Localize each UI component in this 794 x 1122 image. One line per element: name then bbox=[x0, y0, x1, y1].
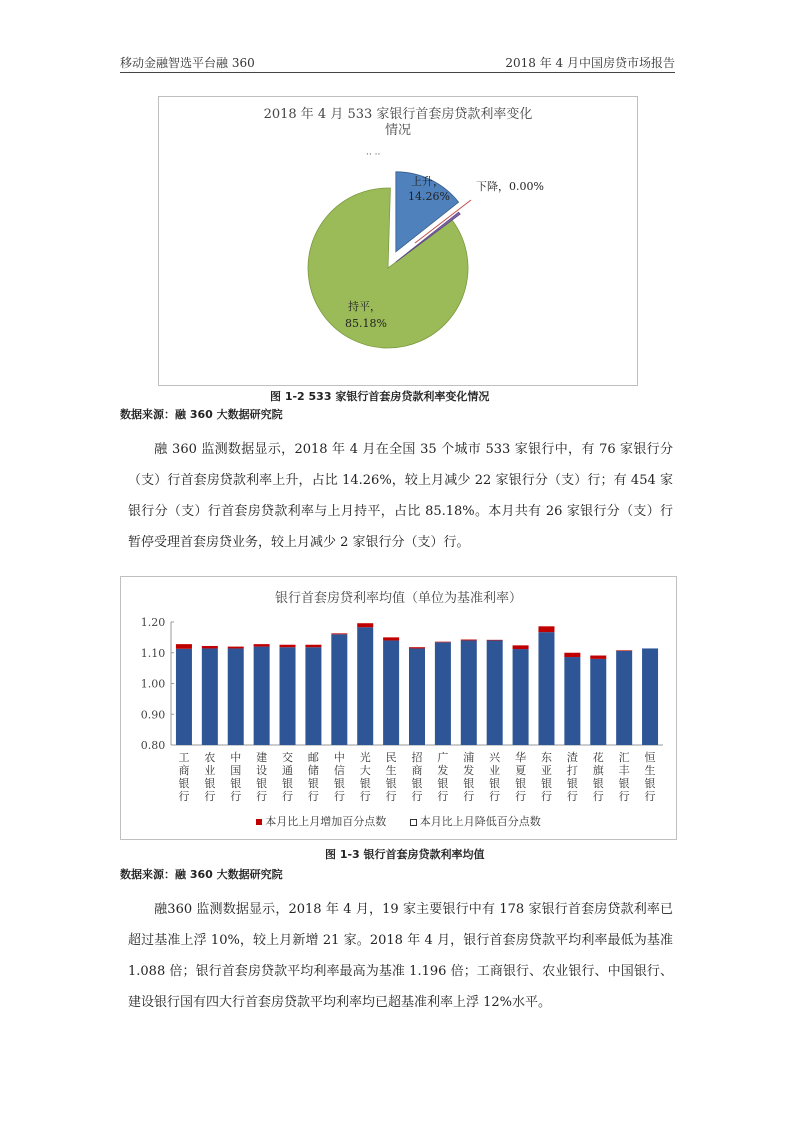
bar-increase bbox=[487, 640, 503, 641]
category-label: 行 bbox=[385, 790, 397, 803]
category-label: 行 bbox=[618, 790, 630, 803]
bar-base bbox=[616, 651, 632, 745]
bar-chart-title: 银行首套房贷利率均值（单位为基准利率） bbox=[274, 591, 522, 606]
legend-increase: 本月比上月增加百分点数 bbox=[256, 813, 386, 829]
category-label: 中 bbox=[230, 751, 242, 764]
category-label: 行 bbox=[515, 790, 527, 803]
category-label: 华 bbox=[515, 751, 527, 764]
pie-title-line2: 情况 bbox=[384, 123, 411, 138]
category-label: 银 bbox=[566, 777, 578, 790]
page-header bbox=[120, 52, 675, 72]
category-label: 通 bbox=[282, 764, 294, 777]
pie-chart bbox=[159, 97, 637, 385]
paragraph-2 bbox=[128, 894, 673, 1018]
bar-legend bbox=[121, 813, 676, 829]
bar-increase bbox=[176, 644, 192, 649]
bar-increase bbox=[461, 640, 477, 641]
category-label: 信 bbox=[333, 764, 345, 777]
pie-title-line1: 2018 年 4 月 533 家银行首套房贷款利率变化 bbox=[263, 107, 533, 122]
bar-increase bbox=[383, 637, 399, 640]
category-label: 行 bbox=[230, 790, 242, 803]
category-label: 行 bbox=[359, 790, 371, 803]
bar-base bbox=[590, 659, 606, 745]
bar-base bbox=[357, 627, 373, 745]
category-label: 建 bbox=[256, 751, 268, 764]
category-label: 打 bbox=[566, 764, 578, 777]
bar-chart bbox=[121, 577, 676, 839]
y-tick-label: 0.90 bbox=[140, 708, 166, 722]
bar-increase bbox=[590, 656, 606, 659]
figure1-caption: 图 1-2 533 家银行首套房贷款利率变化情况 bbox=[270, 390, 490, 403]
bar-base bbox=[487, 640, 503, 745]
header-rule bbox=[120, 72, 675, 73]
category-label: 银 bbox=[489, 777, 501, 790]
bar-base bbox=[642, 648, 658, 745]
category-label: 行 bbox=[437, 790, 449, 803]
category-label: 农 bbox=[204, 751, 216, 764]
paragraph-1 bbox=[128, 434, 673, 558]
y-tick-label: 0.80 bbox=[140, 739, 166, 752]
category-label: 行 bbox=[178, 790, 190, 803]
category-label: 行 bbox=[204, 790, 216, 803]
y-tick-label: 1.20 bbox=[140, 616, 166, 629]
category-label: 业 bbox=[489, 764, 501, 777]
bar-base bbox=[564, 657, 580, 745]
category-label: 丰 bbox=[618, 764, 630, 777]
bar-base bbox=[461, 640, 477, 745]
category-label: 东 bbox=[540, 751, 552, 764]
category-label: 交 bbox=[282, 751, 294, 764]
category-label: 招 bbox=[411, 751, 423, 764]
category-label: 银 bbox=[437, 777, 449, 790]
category-label: 行 bbox=[333, 790, 345, 803]
category-label: 工 bbox=[178, 751, 190, 764]
category-label: 行 bbox=[644, 790, 656, 803]
figure2-source: 数据来源：融 360 大数据研究院 bbox=[120, 868, 283, 881]
label-rise: 上升， bbox=[411, 175, 444, 188]
category-label: 行 bbox=[282, 790, 294, 803]
category-label: 行 bbox=[307, 790, 319, 803]
category-label: 银 bbox=[204, 777, 216, 790]
bar-increase bbox=[280, 645, 296, 647]
bar-increase bbox=[305, 645, 321, 647]
category-label: 银 bbox=[230, 777, 242, 790]
category-label: 行 bbox=[540, 790, 552, 803]
bar-increase bbox=[331, 633, 347, 634]
bar-base bbox=[280, 647, 296, 745]
bar-base bbox=[383, 640, 399, 745]
bar-base bbox=[202, 648, 218, 745]
bar-base bbox=[176, 649, 192, 745]
category-label: 恒 bbox=[644, 751, 656, 764]
bar-increase bbox=[409, 647, 425, 648]
figure2-caption: 图 1-3 银行首套房贷款利率均值 bbox=[325, 848, 485, 861]
category-label: 邮 bbox=[307, 751, 319, 764]
category-label: 银 bbox=[359, 777, 371, 790]
bar-base bbox=[254, 647, 270, 745]
label-fall: 下降，0.00% bbox=[476, 180, 544, 193]
header-right: 2018 年 4 月中国房贷市场报告 bbox=[505, 56, 675, 70]
category-label: 花 bbox=[592, 751, 604, 764]
category-label: 亚 bbox=[540, 764, 552, 777]
bar-increase bbox=[616, 650, 632, 651]
category-label: 兴 bbox=[489, 751, 501, 764]
bar-increase bbox=[564, 653, 580, 657]
header-left: 移动金融智选平台融 360 bbox=[120, 56, 255, 70]
category-label: 银 bbox=[385, 777, 397, 790]
bar-base bbox=[331, 634, 347, 745]
label-flat: 持平， bbox=[348, 300, 381, 313]
bar-increase bbox=[228, 647, 244, 649]
category-label: 银 bbox=[644, 777, 656, 790]
category-label: 银 bbox=[256, 777, 268, 790]
category-label: 银 bbox=[282, 777, 294, 790]
category-label: 生 bbox=[644, 764, 656, 777]
category-label: 设 bbox=[256, 764, 268, 777]
label-flat-value: 85.18% bbox=[345, 317, 387, 330]
bar-increase bbox=[435, 642, 451, 643]
legend-decrease: 本月比上月降低百分点数 bbox=[410, 813, 541, 829]
category-label: 银 bbox=[540, 777, 552, 790]
category-label: 商 bbox=[411, 764, 423, 777]
bar-increase bbox=[357, 623, 373, 627]
category-label: 储 bbox=[307, 764, 319, 777]
category-label: 发 bbox=[437, 764, 449, 777]
category-label: 银 bbox=[515, 777, 527, 790]
bar-increase bbox=[538, 626, 554, 632]
category-label: 银 bbox=[411, 777, 423, 790]
category-label: 行 bbox=[411, 790, 423, 803]
category-label: 银 bbox=[618, 777, 630, 790]
bar-base bbox=[513, 649, 529, 745]
category-label: 行 bbox=[592, 790, 604, 803]
category-label: 业 bbox=[204, 764, 216, 777]
bar-base bbox=[228, 648, 244, 745]
category-label: 行 bbox=[463, 790, 475, 803]
category-label: 生 bbox=[385, 764, 397, 777]
category-label: 夏 bbox=[515, 764, 527, 777]
category-label: 国 bbox=[230, 764, 242, 777]
category-label: 民 bbox=[385, 751, 397, 764]
y-tick-label: 1.10 bbox=[140, 646, 166, 660]
bar-base bbox=[538, 632, 554, 745]
bar-chart-frame bbox=[120, 576, 677, 840]
category-label: 银 bbox=[333, 777, 345, 790]
category-label: 商 bbox=[178, 764, 190, 777]
bar-increase bbox=[202, 646, 218, 648]
bar-base bbox=[435, 642, 451, 745]
category-label: 中 bbox=[333, 751, 345, 764]
category-label: 行 bbox=[256, 790, 268, 803]
category-label: 旗 bbox=[592, 764, 604, 777]
y-tick-label: 1.00 bbox=[140, 677, 166, 691]
category-label: 渣 bbox=[566, 751, 578, 764]
category-label: 银 bbox=[592, 777, 604, 790]
category-label: 浦 bbox=[463, 751, 475, 764]
category-label: 广 bbox=[437, 751, 449, 764]
category-label: 大 bbox=[359, 764, 371, 777]
category-label: 汇 bbox=[618, 751, 630, 764]
bar-base bbox=[305, 647, 321, 745]
bar-increase bbox=[254, 644, 270, 646]
category-label: 光 bbox=[359, 751, 371, 764]
category-label: 银 bbox=[463, 777, 475, 790]
paragraph-2-text: 融360 监测数据显示，2018 年 4 月，19 家主要银行中有 178 家银行首套房贷款利率已超过基准上浮 10%，较上月新增 21 家。2018 年 4 月，银行首套房贷款平均利率最低为基准 1.088 倍；银行首套房贷款平均利率最高为基准 1.196 倍；工商银行、农业银行、中国银行、建设银行国有四大行首套房贷款平均利率均已超基准利率上浮 12%水平。 bbox=[128, 902, 673, 1010]
pie-chart-frame bbox=[158, 96, 638, 386]
bar-base bbox=[409, 648, 425, 745]
category-label: 银 bbox=[178, 777, 190, 790]
pie-small-label: ·· ·· bbox=[366, 150, 381, 160]
label-rise-value: 14.26% bbox=[408, 190, 450, 203]
figure1-source: 数据来源：融 360 大数据研究院 bbox=[120, 408, 283, 421]
category-label: 银 bbox=[307, 777, 319, 790]
category-label: 行 bbox=[489, 790, 501, 803]
bar-increase bbox=[513, 645, 529, 649]
category-label: 行 bbox=[566, 790, 578, 803]
paragraph-1-text: 融 360 监测数据显示，2018 年 4 月在全国 35 个城市 533 家银行中，有 76 家银行分（支）行首套房贷款利率上升，占比 14.26%，较上月减少 22 家银行分（支）行；有 454 家银行分（支）行首套房贷款利率与上月持平，占比 85.18%。本月共有 26 家银行分（支）行暂停受理首套房贷业务，较上月减少 2 家银行分（支）行。 bbox=[128, 442, 673, 550]
category-label: 发 bbox=[463, 764, 475, 777]
